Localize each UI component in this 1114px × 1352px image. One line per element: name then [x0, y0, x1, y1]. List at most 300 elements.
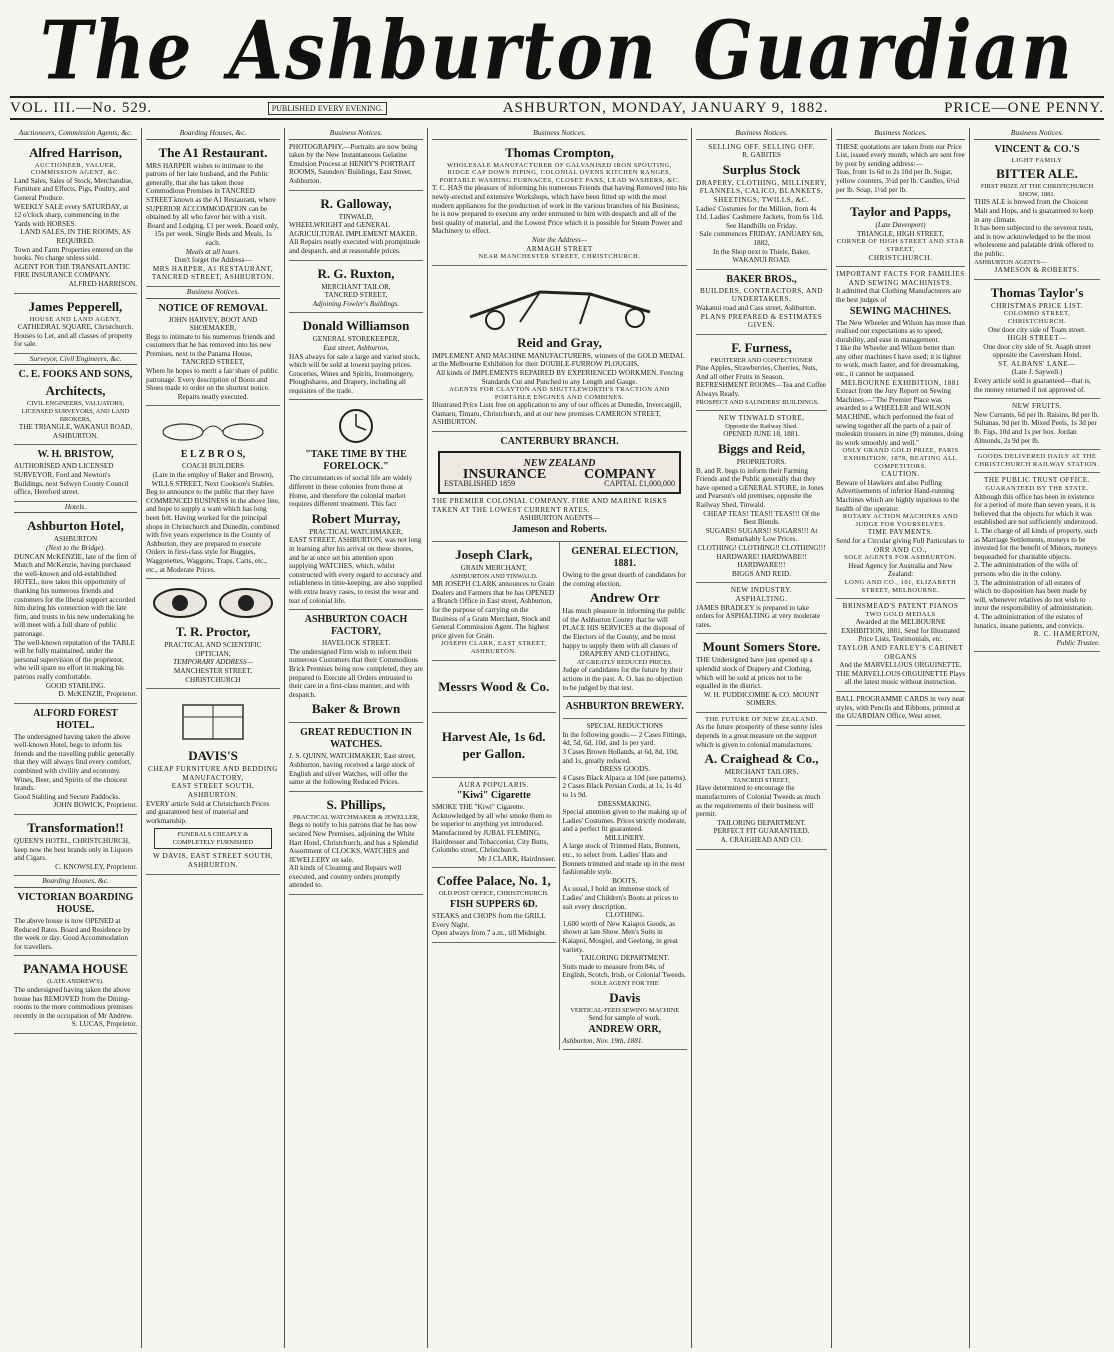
ad-body: ROTARY ACTION MACHINES AND JUDGE FOR YOURSELVES.	[842, 513, 959, 528]
column-2	[142, 128, 285, 1348]
masthead-word-the: The	[40, 2, 194, 98]
masthead-word-guardian: Guardian	[693, 2, 1074, 98]
ad-body: Manufactured by JUBAL FLEMING, Hairdresser and Tobacconist, City Butts, Colombo street, Christchurch.	[432, 828, 549, 855]
ad-subtitle: (Next to the Bridge).	[45, 544, 106, 552]
ad-body: The undersigned Firm wish to inform their numerous Customers that their Commodious Brick Premises being now completed, they are prepared to Execute all Orders entrusted to their care in a first-class manner, and with despatch.	[289, 647, 423, 699]
ad-body: Send for sample of work.	[588, 1014, 662, 1023]
ad-reid-and-gray	[432, 266, 687, 432]
ad-body: ASHBURTON.	[52, 431, 99, 440]
ad-signature: Public Trustee.	[1056, 638, 1100, 647]
issue-info-bar	[10, 96, 1104, 120]
ad-body: Suits made to measure from 84s, of English, Scotch, Irish, or Colonial Tweeds.	[562, 962, 686, 980]
ad-body: Good Stabling and Secure Paddocks.	[14, 792, 121, 801]
ad-title: ASHBURTON BREWERY.	[565, 701, 684, 713]
ad-title: Ashburton Hotel,	[27, 518, 124, 534]
ad-title: Joseph Clark,	[455, 547, 533, 563]
ad-body: All kinds of Cleaning and Repairs well executed, and country orders promptly attended to.	[289, 864, 402, 890]
ad-subtitle: GRAIN MERCHANT,	[460, 564, 527, 573]
ad-body: 3 Cases Brown Hollands, at 6d, 8d, 10d, and 1s, greatly reduced.	[562, 747, 679, 765]
ad-subtitle: DRAPERY AND CLOTHING,	[579, 650, 670, 659]
ad-body: 3. The administration of all estates of which no disposition has been made by will, whenever relatives do not wish to incur the responsibility of administration.	[974, 578, 1094, 613]
ad-body: ASHBURTON AGENTS—	[519, 514, 600, 523]
furniture-illustration	[168, 695, 258, 745]
ad-body: Awarded at the MELBOURNE EXHIBITION, 1881. Send for Illustrated Price Lists, Testimonials, etc.	[841, 618, 960, 644]
ad-signature: C. KNOWSLEY, Proprietor.	[55, 862, 137, 871]
ad-title: Transformation!!	[27, 820, 124, 836]
ad-craighead	[696, 713, 827, 850]
section-header: Business Notices.	[432, 128, 687, 140]
ad-subtitle: JOHN HARVEY, BOOT AND SHOEMAKER,	[168, 315, 258, 333]
ad-signature: Mr J CLARK, Hairdresser.	[477, 854, 556, 863]
plough-illustration	[450, 272, 670, 332]
ad-subtitle: AUCTIONEER, VALUER, COMMISSION AGENT, &C.	[30, 161, 121, 177]
ad-subtitle: (LATE ANDREW'S).	[47, 978, 104, 986]
ad-vincent-bitter-ale	[974, 140, 1100, 280]
ad-body: PROSPECT AND SAUNDERS' BUILDINGS.	[696, 398, 819, 406]
ad-body: WEEKLY SALE every SATURDAY, at 12 o'clock sharp, commencing in the Yards with HORSES.	[14, 202, 129, 228]
ad-subtitle: TANCRED STREET,	[324, 291, 388, 300]
carriage-illustration	[158, 412, 268, 446]
capital-amount: CAPITAL £1,000,000	[604, 478, 675, 488]
ad-subtitle: CORNER OF HIGH STREET AND STAR STREET,	[836, 238, 965, 253]
ad-body: The circumstances of social life are widely different in these colonies from those at Home, and therefore the colonial market requires different treatment. This fact	[289, 474, 413, 509]
ad-title: MILLINERY.	[604, 833, 645, 842]
ad-body: Every article sold is guaranteed—that is, the money returned if not approved of.	[974, 377, 1091, 394]
section-header: Boarding Houses, &c.	[146, 128, 280, 140]
ad-body: Begs to notify to his patrons that he has now secured New Premises, adjoining the White Hart Hotel, Christchurch, and has a Splendid Assortment of CLOCKS, WATCHES and JEWELLERY on sale.	[289, 821, 418, 864]
ad-title: CANTERBURY BRANCH.	[500, 436, 619, 448]
column-4	[428, 128, 692, 1348]
ad-body: DRAPERY, CLOTHING, MILLINERY, FLANNELS, CALICO, BLANKETS, SHEETINGS, TWILLS, &C.	[696, 178, 827, 204]
ad-special-reductions	[563, 719, 688, 1050]
ad-title: CLOTHING.	[605, 911, 645, 920]
ad-address: ARMAGH STREET	[526, 244, 593, 253]
ad-gabites-surplus-stock	[696, 140, 827, 270]
ad-subtitle: MERCHANT TAILORS,	[724, 768, 799, 777]
ad-subtitle: Opposite the Railway Shed.	[725, 422, 798, 430]
ad-proctor-optician	[146, 579, 280, 689]
ad-body: MANCHESTER STREET, CHRISTCHURCH	[173, 666, 253, 684]
ad-bristow	[14, 445, 137, 501]
section-header: Business Notices.	[289, 128, 423, 140]
column-4-split	[432, 542, 687, 1050]
ad-subtitle: AURA POPULARIS.	[458, 780, 529, 789]
ad-title: NEW INDUSTRY.	[730, 586, 793, 595]
ad-body: Where he hopes to merit a fair share of public patronage. Every description of Boots and Shoes made to order on the shortest notice.	[146, 367, 278, 393]
ad-subtitle: (Late Davenport)	[875, 221, 926, 230]
ad-subtitle: TINWALD,	[338, 212, 374, 221]
ad-title: BRINSMEAD'S PATENT PIANOS	[842, 602, 959, 611]
ad-body: PERFECT FIT GUARANTEED.	[713, 827, 810, 836]
ad-brinsmead-pianos	[836, 599, 965, 692]
ad-signature: A. CRAIGHEAD AND CO.	[720, 836, 803, 844]
ad-body: Begs to intimate to his numerous friends and customers that he has removed into his new Premises, next to the Panama House,	[146, 332, 275, 358]
ad-body: And the MARVELLOUS ORGUINETTE.	[839, 661, 962, 670]
ad-asphalting	[696, 583, 827, 634]
ad-body: STEAKS and CHOPS from the GRILL Every Night.	[432, 911, 546, 929]
ad-title: NOTICE OF REMOVAL	[158, 302, 268, 314]
ad-body: One door city side of Toam street.	[988, 325, 1086, 334]
section-header: Business Notices.	[146, 287, 280, 299]
ad-body: PLANS PREPARED & ESTIMATES GIVEN.	[700, 312, 823, 330]
ad-body: THESE quotations are taken from our Price List, issued every month, which are sent free by post by sending address:—	[836, 142, 965, 168]
column-4-left	[432, 542, 560, 1050]
ad-robert-murray	[289, 400, 423, 610]
ad-subtitle: OPTICIAN,	[195, 649, 231, 658]
ad-body: Board and Lodging, £1 per week. Board only, 15s per week. Single Beds and Meals, 1s each.	[147, 221, 279, 247]
ad-title: DAVIS'S	[188, 748, 238, 764]
publication-frequency: PUBLISHED EVERY EVENING.	[268, 102, 387, 115]
ad-body: Have determined to encourage the manufacturers of Colonial Tweeds as much as the requirements of their business will permit.	[696, 784, 821, 819]
ad-title: BOOTS.	[612, 876, 638, 885]
ad-title: C. E. FOOKS AND SONS,	[18, 369, 133, 381]
ad-subtitle: PRACTICAL WATCHMAKER,	[309, 527, 403, 536]
ad-body: Extract from the Jury Report on Sewing Machines.—"The Premier Place was awarded to a WHEELER and WILSON MACHINE, which performed the feat of sewing together all the parts of a pair of moleskin trousers in nine (9) minutes, doing its work smoothly and well."	[836, 387, 964, 447]
ad-taylor-and-papps	[836, 199, 965, 267]
ad-body: 1. The charge of all kinds of property, such as Marriage Settlements, moneys to be invested for the benefit of Minors, moneys bequeathed for charitable objects.	[974, 526, 1098, 561]
ad-subtitle: TANCRED STREET,	[733, 776, 790, 784]
column-3	[285, 128, 428, 1348]
ad-body: LONG AND CO., 101, ELIZABETH STREET, MELBOURNE.	[844, 578, 957, 594]
ad-body: CHEAP TEAS! TEAS!! TEAS!!! Of the Best Blends.	[703, 509, 820, 527]
spectacles-eyes-illustration	[148, 585, 278, 621]
section-header: Auctioneers, Commission Agents, &c.	[14, 128, 137, 140]
ad-victorian-boarding-house	[14, 888, 137, 956]
ad-body: JAMES BRADLEY is prepared to take orders for ASPHALTING at very moderate rates.	[696, 603, 821, 629]
ad-body: The undersigned having taken the above house has REMOVED from the Dining-rooms to the more commodious premises recently in the occupation of Mr Andrew.	[14, 985, 133, 1020]
ad-title: Robert Murray,	[311, 510, 401, 526]
ad-subtitle: HIGH STREET—	[1007, 334, 1067, 343]
ad-title: GENERAL ELECTION, 1881.	[571, 546, 679, 570]
ad-body: As the future prosperity of these sunny isles depends in a great measure on the support which is given to colonial manufactures.	[696, 723, 823, 749]
ad-thomas-crompton	[432, 140, 687, 266]
ad-body: T. C. HAS the pleasure of informing his numerous Friends that having Removed into his newly-erected and extensive Workshops, which have been fitted up with the most modern appliances for the production of work in the various branches of his Business, he is now prepared to execute any order entrusted to him with despatch and all of the best quality of material, and the Lowest Price which it is possible for Steam Power and Machinery to effect.	[432, 184, 687, 236]
ad-title: R. Galloway,	[320, 195, 392, 211]
ad-subtitle: R. GABITES	[742, 151, 781, 160]
ad-title: Andrew Orr	[590, 590, 660, 606]
ad-body: 1,600 worth of New Kaiapoi Goods, as shown at late Show. Men's Suits in Kaiapoi, Mosgiel, and Geelong, in great variety.	[562, 919, 678, 954]
ad-body: THE TRIANGLE, WAKANUI ROAD,	[18, 423, 133, 432]
ad-body: REFRESHMENT ROOMS—Tea and Coffee Always Ready.	[696, 381, 826, 399]
section-header: Surveyor, Civil Engineers, &c.	[14, 354, 137, 366]
ad-body: TEMPORARY ADDRESS—	[173, 658, 253, 667]
ad-body: MRS HARPER wishes to intimate to the patrons of her late husband, and the Public generally, that she has taken those Commodious Premises in TANCRED STREET known as the A1 Restaurant, where SUPERIOR ACCOMMODATION can be obtained by all who favor her with a visit.	[146, 161, 276, 222]
ad-title: The A1 Restaurant.	[158, 144, 268, 160]
ad-body: FIRST PRIZE AT THE CHRISTCHURCH SHOW, 1881.	[980, 183, 1094, 198]
ad-galloway	[289, 191, 423, 261]
ad-body: VERTICAL-FEED SEWING MACHINE	[570, 1006, 680, 1014]
ad-body: See Handbills on Friday.	[725, 221, 797, 230]
ad-body: New Currants, 6d per lb. Raisins, 8d per lb. Sultanas, 9d per lb. Mixed Peels, 1s 3d per lb. Figs, 10d and 1s per box. Jordan Almonds, 2s 9d per lb.	[974, 410, 1099, 445]
ad-alford-forest-hotel	[14, 704, 137, 815]
ad-body: CHEAP FURNITURE AND BEDDING MANUFACTORY,	[147, 765, 279, 782]
ad-panama-house	[14, 956, 137, 1034]
ad-body: THE Undersigned have just opened up a splendid stock of Drapery and Clothing, which will be sold at prices not to be equalled in the district.	[696, 656, 813, 691]
ad-body: All kinds of IMPLEMENTS REPAIRED BY EXPERIENCED WORKMEN. Fencing Standards Cut and Punched to any Length and Gauge.	[435, 368, 684, 386]
ad-body: THE PREMIER COLONIAL COMPANY. FIRE AND MARINE RISKS TAKEN AT THE LOWEST CURRENT RATES.	[432, 497, 668, 514]
ad-davis-furniture	[146, 689, 280, 875]
ad-signature: W DAVIS, EAST STREET SOUTH, ASHBURTON.	[153, 852, 273, 870]
ad-subtitle: HOUSE AND LAND AGENT,	[29, 315, 122, 323]
ad-title: E L Z B R O S,	[180, 449, 246, 461]
ad-body: The New Wheeler and Wilson has more than realised our expectations as to speed, durability, and ease in management.	[836, 318, 965, 344]
ad-general-election	[563, 542, 688, 697]
section-header: Hotels.	[14, 502, 137, 514]
ad-body: 2. The administration of the wills of persons who die in the colony.	[974, 561, 1078, 578]
ad-title: NEW FRUITS.	[1011, 402, 1063, 411]
ad-title: T. R. Proctor,	[175, 624, 251, 640]
ad-a1-restaurant	[146, 140, 280, 287]
ad-body: The well-known reputation of the TABLE will be fully maintained, under the personal supervision of the proprietor, who will spare no effort in making his patrons really comfortable.	[14, 638, 135, 681]
issue-price: PRICE—ONE PENNY.	[944, 99, 1104, 116]
ad-photography	[289, 140, 423, 191]
ad-signature: ALFRED HARRISON.	[68, 279, 137, 288]
ad-price-list	[836, 140, 965, 200]
ad-body: (Late J. Saywell.)	[1011, 368, 1063, 377]
ad-subtitle: TWO GOLD MEDALS	[865, 610, 936, 618]
ad-notice-of-removal	[146, 299, 280, 407]
ad-subtitle: MERCHANT TAILOR,	[321, 282, 391, 291]
ad-title: GREAT REDUCTION IN WATCHES.	[300, 727, 412, 751]
issue-date: ASHBURTON, MONDAY, JANUARY 9, 1882.	[502, 99, 829, 116]
ad-subtitle: SEWING MACHINES.	[849, 305, 952, 317]
hourglass-clock-illustration	[316, 406, 396, 446]
ad-body: MR JOSEPH CLARK announces to Grain Dealers and Farmers that he has OPENED a Branch Office in East street, Ashburton, for the purpose of carrying on the Business of a Grain Merchant, Stock and General Commission Agent. The highest price given for Grain.	[432, 580, 555, 640]
ad-title: IMPORTANT FACTS FOR FAMILIES AND SEWING MACHINISTS.	[836, 270, 965, 287]
ad-subtitle: COACH BUILDERS	[181, 462, 245, 471]
ad-body: As usual, I hold an immense stock of Ladies' and Children's Boots at prices to suit every description.	[562, 885, 679, 911]
ad-body: HARDWARE! HARDWARE!! HARDWARE!!!	[716, 552, 807, 570]
ad-donald-williamson	[289, 313, 423, 400]
ad-subtitle: per Gallon.	[462, 745, 526, 761]
ad-body: Judge of candidates for the future by their actions in the past. A. O. has no objection to be judged by that test.	[562, 666, 683, 692]
ad-signature: Jameson and Roberts.	[512, 524, 607, 536]
ad-title: SPECIAL REDUCTIONS	[586, 722, 663, 731]
ad-body: IMPLEMENT AND MACHINE MANUFACTURERS, winners of the GOLD MEDAL at the Melbourne Exhibition for their DOUBLE-FURROW PLOUGHS.	[432, 351, 685, 369]
ad-body: In the Shop next to Thiele, Baker, WAKANUI ROAD.	[713, 247, 810, 265]
ad-james-pepperell	[14, 294, 137, 354]
ad-subtitle: ST. ALBANS' LANE—	[998, 359, 1076, 368]
columns	[10, 128, 1104, 1348]
ad-subtitle: OLD POST OFFICE, CHRISTCHURCH.	[438, 890, 549, 898]
ad-title: ALFORD FOREST HOTEL.	[33, 707, 118, 731]
ad-subtitle: FRUITERER AND CONFECTIONER	[710, 356, 813, 364]
ad-subtitle: TANCRED STREET,	[181, 358, 245, 367]
ad-subtitle: HAVELOCK STREET.	[321, 639, 390, 648]
ad-address: NEAR MANCHESTER STREET, CHRISTCHURCH.	[478, 253, 641, 261]
ad-coach-factory	[289, 610, 423, 723]
ad-title: Reid and Gray,	[517, 334, 602, 350]
ad-title: W. H. BRISTOW,	[37, 449, 114, 461]
ad-body: CLOTHING! CLOTHING!! CLOTHING!!!	[697, 543, 826, 552]
ad-joseph-clark	[432, 542, 556, 661]
ad-new-fruits	[974, 399, 1100, 450]
ad-body: GOOD STABLING.	[45, 681, 106, 690]
ad-title: GOODS DELIVERED DAILY AT THE CHRISTCHURCH RAILWAY STATION.	[974, 453, 1100, 468]
ad-title: F. Furness,	[731, 339, 792, 355]
ad-title: TAYLOR AND FARLEY'S CABINET ORGANS	[837, 644, 964, 661]
ad-body: HAS always for sale a large and varied stock, which will be sold at lowest paying prices.	[289, 352, 420, 370]
ad-fooks-and-sons	[14, 365, 137, 445]
ad-body: Has much pleasure in informing the public of the Ashburton County that he will PLACE HIS SERVICES at the disposal of the Electors of the County, and be most happy to supply them with all classes of	[562, 607, 686, 650]
ad-body: A large stock of Trimmed Hats, Bonnets, etc., to select from. Ladies' Hats and Bonnets trimmed and made up in the most fashionable style.	[562, 842, 685, 877]
ad-title: ASHBURTON COACH FACTORY,	[304, 614, 408, 638]
ad-subtitle: TRIANGLE, HIGH STREET,	[857, 229, 944, 238]
ad-body: Open always from 7 a.m., till Midnight.	[432, 929, 547, 938]
ad-signature: JOHN BOWICK, Proprietor.	[53, 801, 137, 810]
ad-body: Owing to the great dearth of candidates for the coming election,	[562, 571, 687, 588]
ad-goods-delivered	[974, 450, 1100, 473]
column-7	[832, 128, 970, 1348]
ad-thomas-taylor	[974, 280, 1100, 400]
ad-body: DUNCAN McKENZIE, late of the firm of Mutch and McKenzie, having purchased the well-known and old-established HOTEL, now takes this opportunity of thanking his numerous friends and customers for the liberal support accorded him during his connection with the late firm, and trusts in his new undertaking he will meet with a full share of public patronage.	[14, 552, 137, 638]
ad-address: Note the Address—	[531, 235, 588, 244]
column-1	[10, 128, 142, 1348]
ribbon-text: INSURANCE	[462, 467, 547, 483]
ad-body: CIVIL ENGINEERS, VALUATORS, LICENSED SURVEYORS, AND LAND BROKERS,	[21, 400, 130, 423]
ad-body: It has been subjected to the severest tests, and is now acknowledged to be the most wholesome and palatable drink offered to the public.	[974, 224, 1094, 258]
ad-title: Biggs and Reid,	[717, 441, 806, 457]
masthead-word-ashburton: Ashburton	[228, 2, 659, 98]
ad-body: Town and Farm Properties entered on the books. No charge unless sold.	[14, 245, 133, 263]
ad-subtitle: SOLE AGENTS FOR ASHBURTON.	[844, 554, 957, 562]
ad-furness	[696, 335, 827, 412]
ad-subtitle: COLOMBO STREET, CHRISTCHURCH.	[1003, 310, 1071, 325]
ad-subtitle: Architects,	[45, 383, 106, 399]
ad-body: The above house is now OPENED at Reduced Rates. Board and Residence by the week or day. Good Accommodation for travellers.	[14, 917, 131, 951]
ad-body: THIS ALE is brewed from the Choicest Malt and Hops, and is guaranteed to keep in any climate.	[974, 198, 1094, 224]
ad-transformation	[14, 815, 137, 876]
ad-coffee-palace	[432, 868, 556, 942]
ad-title: DRESSMAKING.	[597, 799, 652, 808]
ad-subtitle: GUARANTEED BY THE STATE.	[985, 485, 1089, 492]
ad-body: PHOTOGRAPHY.—Portraits are now being taken by the New Instantaneous Gelatine Emulsion Process at HENRY'S PORTRAIT ROOMS, Saunders' Buildings, East Street, Ashburton.	[289, 142, 418, 185]
ad-signature: ANDREW ORR,	[588, 1023, 662, 1035]
section-header: Boarding Houses, &c.	[14, 876, 137, 888]
ad-body: Ladies' Costumes for the Million, from 4s 11d. Ladies' Cashmere Jackets, from 6s 11d.	[696, 204, 824, 222]
ad-title: A. Craighead & Co.,	[704, 751, 819, 767]
ad-body: OPENED JUNE 18, 1881.	[723, 430, 800, 439]
ad-body: Pine Apples, Strawberries, Cherries, Nuts, And all other Fruits in Season.	[696, 364, 818, 381]
ad-title: TIME PAYMENTS.	[867, 528, 934, 537]
ad-body: B. and R. begs to inform their Farming Friends and the Public generally that they have opened a GENERAL STORE, in Jones and Pearson's old premises, opposite the Railway Shed, Tinwald.	[696, 466, 824, 509]
ad-body: Land Sales, Sales of Stock, Merchandise, Furniture and Effects, Pigs, Poultry, and General Produce.	[14, 176, 133, 202]
ad-body: QUEEN'S HOTEL, CHRISTCHURCH, keep now the best brands only in Liquors and Cigars.	[14, 837, 133, 863]
funerals-box: FUNERALS CHEAPLY & COMPLETELY FURNISHED	[154, 828, 272, 849]
ad-body: BALL PROGRAMME CARDS in very neat styles, with Pencils and Ribbons, printed at the GUARDIAN Office, West street.	[836, 695, 965, 721]
ad-body: In the following goods:— 2 Cases Fittings, 4d, 5d, 6d, 10d, and 1s per yard.	[562, 730, 687, 748]
ad-subtitle: ASHBURTON	[53, 535, 98, 544]
ad-body: EAST STREET SOUTH, ASHBURTON.	[171, 782, 255, 799]
ad-title: TAILORING DEPARTMENT.	[580, 954, 670, 963]
ad-body: Beg to announce to the public that they have COMMENCED BUSINESS in the above line, and hope to supply a want which has long been felt. Having worked for the principal shops in Christchurch and Dunedin, combined with five years experience in the County of Ashburton, they are prepared to execute Orders in first-class style for Buggies, Waggonettes, Waggons, Traps, Carts, etc., etc., at Moderate Prices.	[146, 488, 280, 574]
ad-signature: W. H. PUDDICOMBE & CO. MOUNT SOMERS.	[703, 690, 820, 708]
ad-body: The undersigned having taken the above well-known Hotel, begs to inform his friends and the travelling public generally that they will always find every comfort, combined with civility and economy. Wines, Beer, and Spirits of the choicest brands.	[14, 732, 135, 793]
ad-kiwi-cigarette	[432, 778, 556, 869]
ribbon-text: NEW ZEALAND	[523, 458, 596, 470]
column-8	[970, 128, 1104, 1348]
ad-title: "TAKE TIME BY THE FORELOCK."	[305, 449, 407, 473]
ad-body: Repairs neatly executed.	[177, 392, 249, 401]
ad-baker-bros	[696, 270, 827, 335]
ad-title: THE FUTURE OF NEW ZEALAND.	[705, 715, 818, 723]
ad-title: Thomas Crompton,	[505, 144, 614, 160]
ad-subtitle: WHOLESALE MANUFACTURER OF GALVANISED IRON SPOUTING,	[446, 161, 673, 169]
ad-signature: JOSEPH CLARK, EAST STREET, ASHBURTON.	[440, 640, 547, 655]
section-header: Business Notices.	[836, 128, 965, 140]
ad-subtitle: ASHBURTON AND TINWALD.	[450, 572, 538, 580]
ad-title: Surplus Stock	[722, 161, 801, 177]
ad-body: ONLY GRAND GOLD PRIZE, PARIS EXHIBITION, 1878, BEATING ALL COMPETITORS.	[842, 447, 959, 470]
ad-subtitle: GENERAL STOREKEEPER,	[312, 335, 400, 344]
ad-body: LAND SALES, IN THE ROOMS, AS REQUIRED.	[20, 228, 131, 245]
ad-title: BAKER BROS.,	[726, 273, 797, 285]
ad-body: SMOKE THE "Kiwi" Cigarette. Acknowledged by all who smoke them to be superior to anything yet introduced.	[432, 803, 552, 829]
ad-subtitle: LIGHT FAMILY	[1011, 156, 1063, 164]
ad-signature: S. LUCAS, Proprietor.	[71, 1020, 137, 1029]
ad-subtitle: PROPRIETORS.	[736, 458, 787, 467]
ad-body: EAST STREET, ASHBURTON, was not long in learning after his arrival on these shores, and he at once set his attention upon supplying WATCHES, which, whilst constructed with every regard to accuracy and reliableness in time-keeping, are also supplied with extra heavy cases, to resist the wear and tear of colonial life.	[289, 536, 422, 605]
ad-elz-bros	[146, 406, 280, 579]
ad-title: MELBOURNE EXHIBITION, 1881	[840, 378, 960, 387]
ad-title: James Pepperell,	[28, 298, 123, 314]
masthead	[10, 2, 1104, 98]
section-header: Business Notices.	[974, 128, 1100, 140]
ad-body: TAILORING DEPARTMENT.	[717, 818, 806, 827]
ad-body: CATHEDRAL SQUARE, Christchurch.	[17, 323, 134, 332]
ad-body: Send for a Circular giving Full Particulars to	[836, 536, 965, 545]
ad-signature: D. McKENZIE, Proprietor.	[58, 690, 137, 699]
ad-title: Mount Somers Store.	[702, 639, 821, 655]
ad-date: Ashburton, Nov. 19th, 1881.	[562, 1036, 644, 1045]
ad-title: R. G. Ruxton,	[317, 265, 395, 281]
ad-biggs-and-reid	[696, 411, 827, 583]
ad-signature: ORR AND CO.,	[873, 545, 928, 554]
ad-nz-insurance	[432, 432, 687, 542]
ad-subtitle: East street, Ashburton,	[323, 343, 389, 352]
ad-body: AGENTS FOR CLAYTON AND SHUTTLEWORTH'S TRACTION AND PORTABLE ENGINES AND COMBINES.	[449, 386, 670, 401]
ad-signature: JAMESON & ROBERTS.	[994, 266, 1080, 275]
ad-title: DRESS GOODS.	[599, 765, 651, 774]
ad-ashburton-hotel	[14, 513, 137, 703]
ad-body: Houses to Let, and all classes of property for sale.	[14, 331, 133, 349]
ad-wood-and-co	[432, 661, 556, 713]
section-header: Business Notices.	[696, 128, 827, 140]
ad-subtitle: ASPHALTING.	[735, 594, 788, 603]
ad-body: WHEELWRIGHT and GENERAL AGRICULTURAL IMPLEMENT MAKER.	[289, 221, 418, 238]
column-5	[560, 542, 688, 1050]
ad-subtitle: SOLE AGENT FOR THE	[590, 979, 659, 987]
ad-title: VICTORIAN BOARDING HOUSE.	[17, 892, 134, 915]
ad-body: Beware of Hawkers and also Puffing Advertisements of inferior Hand-running Machines which are highly injurious to the health of the operator.	[836, 478, 960, 513]
ad-sewing-machines	[836, 267, 965, 599]
ad-body: Adjoining Fowler's Buildings.	[312, 299, 400, 308]
ad-alfred-harrison	[14, 140, 137, 294]
ad-subtitle: AT GREATLY REDUCED PRICES.	[576, 658, 673, 666]
ad-ball-programme-cards	[836, 692, 965, 726]
ad-title: Davis	[609, 989, 641, 1005]
ad-title: Harvest Ale, 1s 6d.	[441, 728, 546, 744]
ribbon-text: COMPANY	[584, 467, 657, 483]
ad-body: ASHBURTON AGENTS—	[974, 258, 1047, 266]
ad-harvest-ale	[432, 713, 556, 778]
ad-title: BITTER ALE.	[996, 166, 1078, 182]
ad-title: Messrs Wood & Co.	[438, 678, 550, 694]
ad-title: Coffee Palace, No. 1,	[436, 873, 551, 889]
insurance-emblem	[438, 451, 681, 494]
ad-body: Although this office has been in existence for a period of more than seven years, it is believed that the objects for which it was established are not sufficiently understood.	[974, 492, 1098, 527]
ad-body: SUGARS! SUGARS!! SUGARS!!! At Remarkably Low Prices.	[705, 526, 818, 544]
